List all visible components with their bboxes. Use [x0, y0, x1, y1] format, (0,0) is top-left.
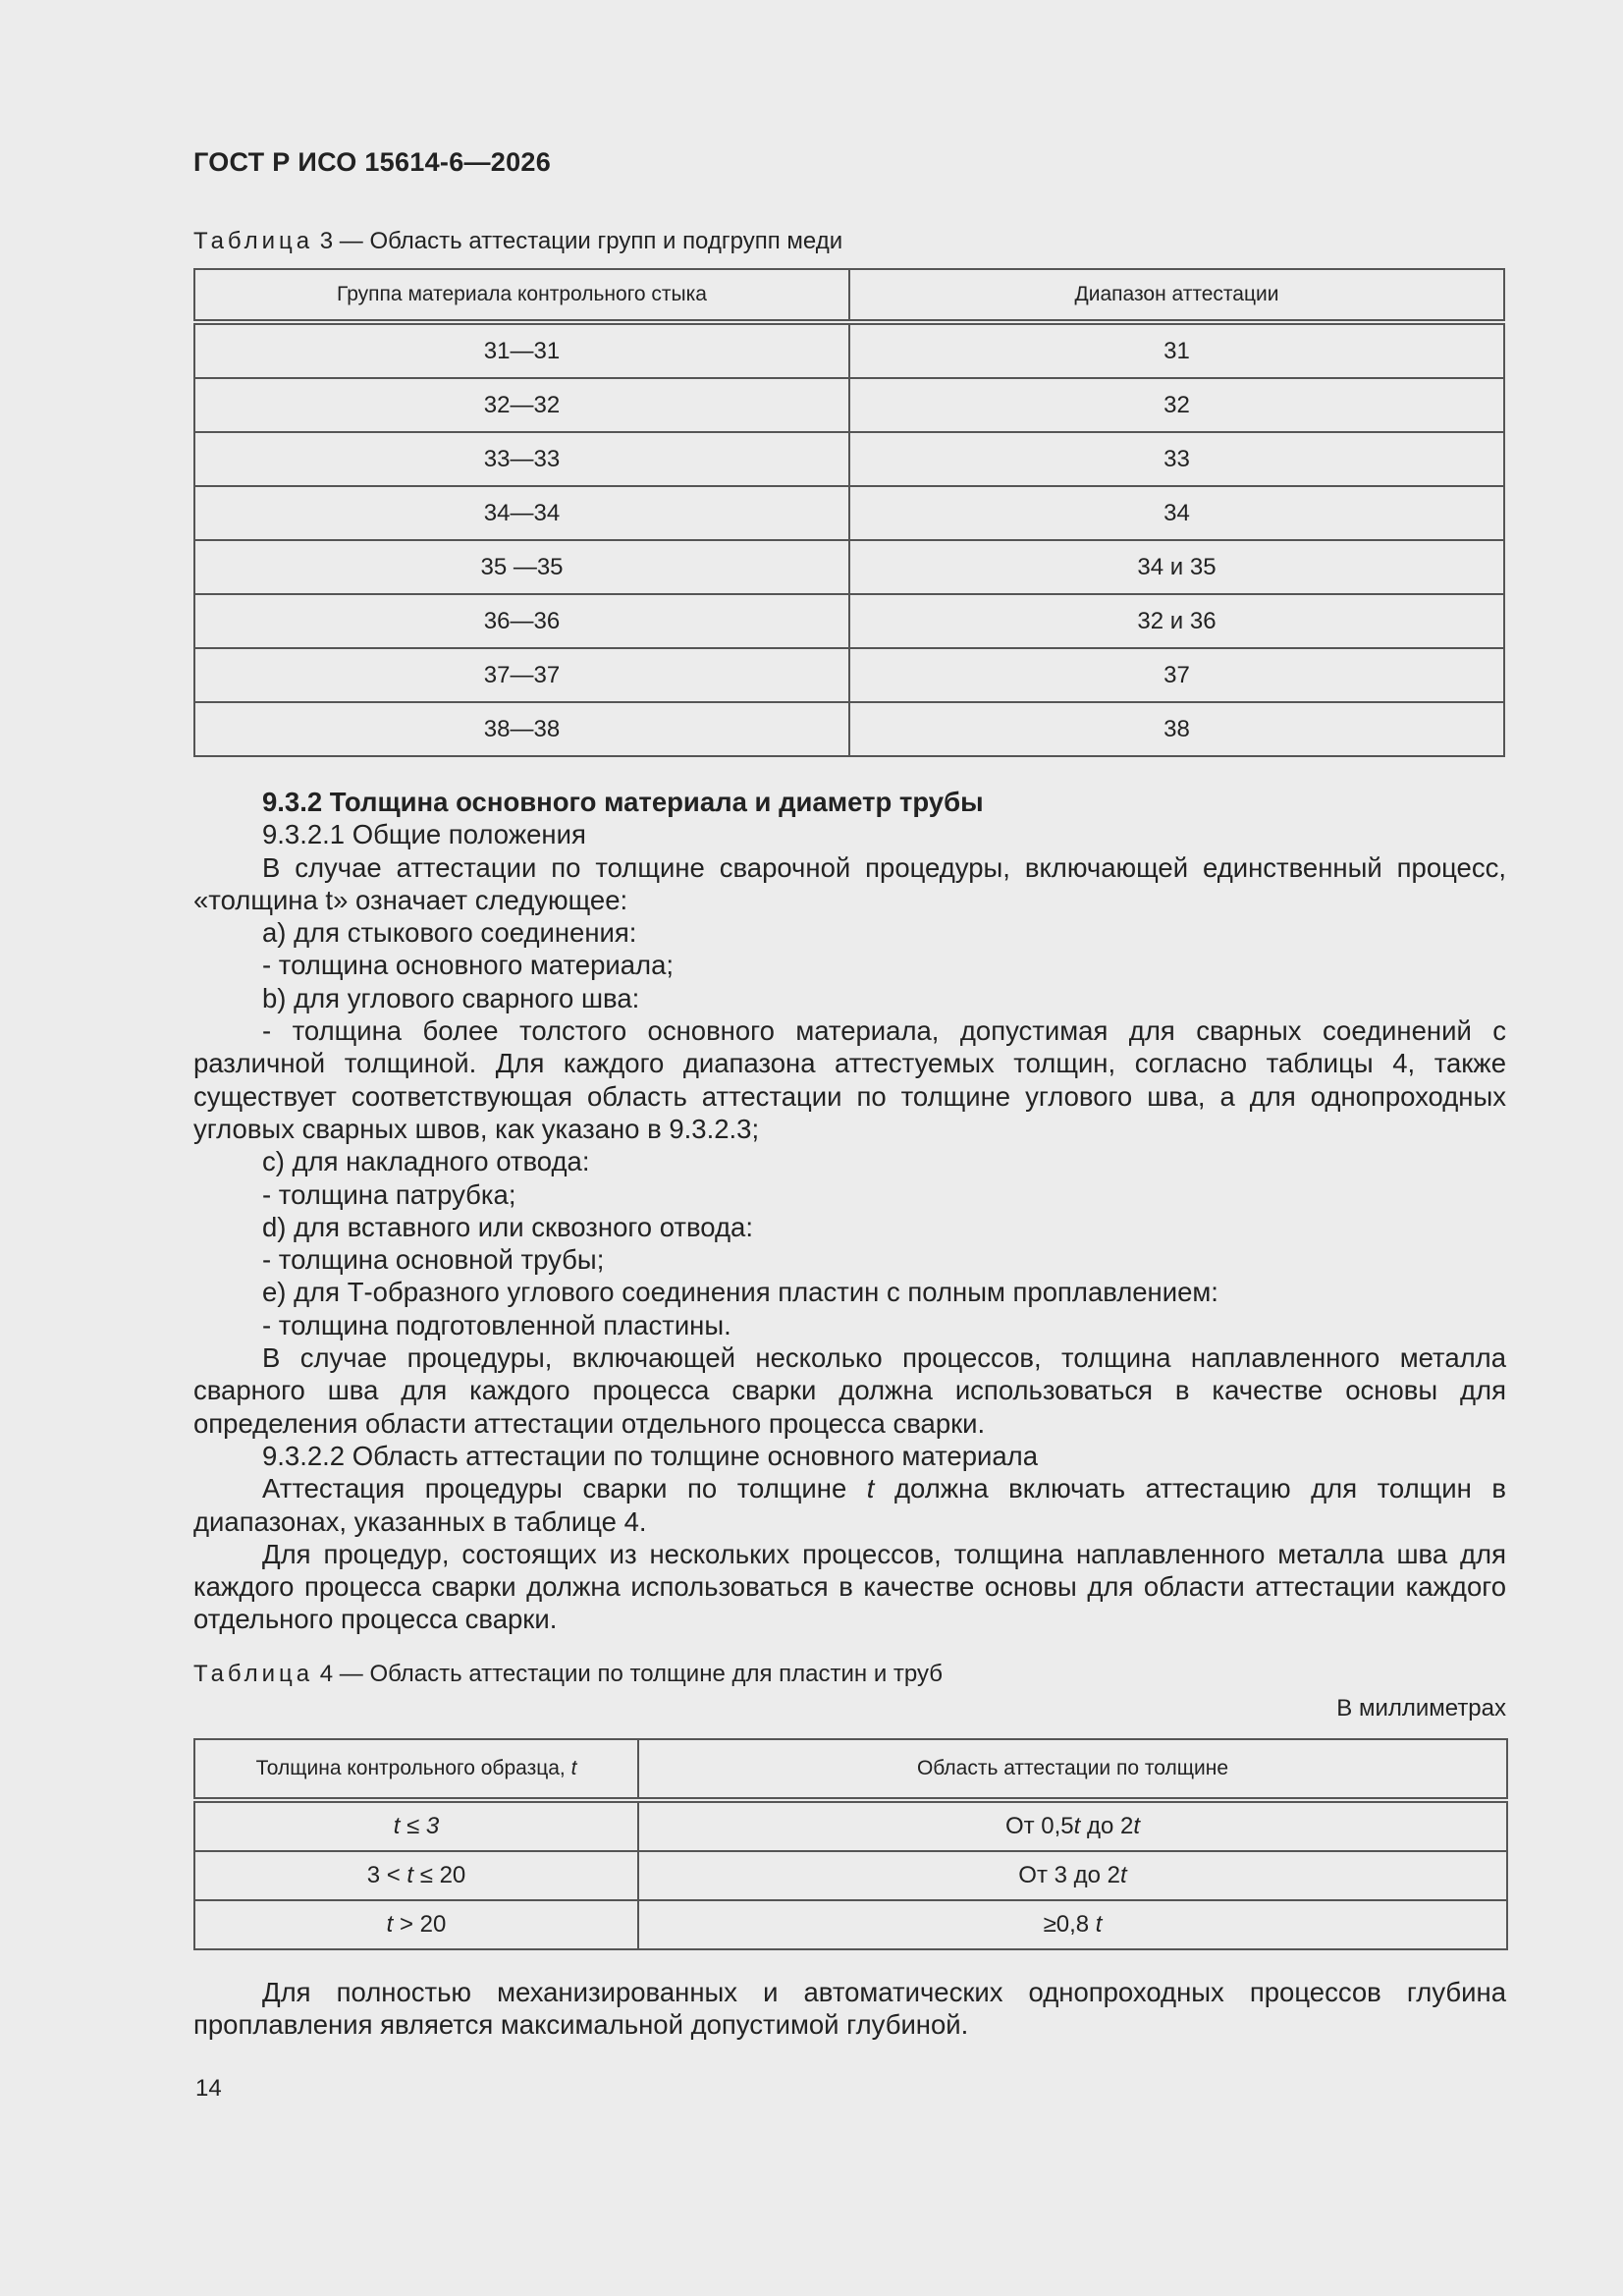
table-cell: 38 [849, 702, 1504, 756]
text-run: Аттестация процедуры сварки по толщине [262, 1473, 867, 1504]
list-item: d) для вставного или сквозного отвода: [262, 1211, 753, 1242]
table-row [194, 540, 1504, 594]
table4-caption [193, 1661, 943, 1688]
table3-header-range: Диапазон аттестации [849, 269, 1504, 322]
table-cell [194, 1851, 638, 1900]
table-cell: 32 и 36 [849, 594, 1504, 648]
table-cell [194, 1800, 638, 1851]
section-body [193, 786, 1506, 1636]
variable-t: t [1073, 1813, 1081, 1839]
table-cell: 32—32 [194, 378, 849, 432]
table-row [194, 594, 1504, 648]
table-cell: 32 [849, 378, 1504, 432]
paragraph: Для процедур, состоящих из нескольких процессов, толщина наплавленного металла шва для каждого процесса сварки должна использоваться в качестве основы для области аттестации каждого отдельного процесса сварки. [193, 1538, 1506, 1635]
list-item: b) для углового сварного шва: [262, 982, 640, 1013]
paragraph: В случае аттестации по толщине сварочной процедуры, включающей единственный процесс, «толщина t» означает следующее: [193, 851, 1506, 915]
variable-t: t [1133, 1813, 1141, 1839]
paragraph: В случае процедуры, включающей несколько процессов, толщина наплавленного металла сварного шва для каждого процесса сварки должна использоваться в качестве основы для определения области аттестации отдельного процесса сварки. [193, 1342, 1506, 1439]
table-cell: 35 —35 [194, 540, 849, 594]
text-run: ≤ 20 [413, 1862, 466, 1888]
text-run: до 2 [1080, 1813, 1134, 1839]
table-cell: 31—31 [194, 322, 849, 378]
variable-t: t [406, 1862, 414, 1888]
table-cell: 36—36 [194, 594, 849, 648]
list-item: e) для Т-образного углового соединения пластин с полным проплавлением: [262, 1277, 1218, 1308]
final-paragraph: Для полностью механизированных и автоматических однопроходных процессов глубина проплавления является максимальной допустимой глубиной. [193, 1977, 1506, 2041]
variable-t: t [866, 1473, 875, 1504]
list-item: - толщина подготовленной пластины. [262, 1309, 731, 1340]
table-row [194, 486, 1504, 540]
text-run: > 20 [393, 1911, 447, 1938]
table4 [193, 1738, 1508, 1950]
table-row [194, 432, 1504, 486]
table-cell: 34 и 35 [849, 540, 1504, 594]
text-run: Толщина контрольного образца, [255, 1757, 571, 1779]
table-row [194, 648, 1504, 702]
table4-header-range: Область аттестации по толщине [638, 1739, 1507, 1800]
section-heading: 9.3.2 Толщина основного материала и диаметр трубы [262, 787, 984, 817]
table3-caption [193, 228, 842, 255]
subsection-heading: 9.3.2.2 Область аттестации по толщине основного материала [262, 1440, 1039, 1471]
table-cell [638, 1851, 1507, 1900]
table-cell [194, 1900, 638, 1949]
table-cell: 38—38 [194, 702, 849, 756]
table-cell [638, 1800, 1507, 1851]
table-cell: 33—33 [194, 432, 849, 486]
standard-header: ГОСТ Р ИСО 15614-6—2026 [193, 147, 552, 177]
list-item: - толщина основной трубы; [262, 1244, 605, 1276]
subsection-heading: 9.3.2.1 Общие положения [262, 819, 586, 850]
text-run: должна включать аттестацию для толщин в диапазонах, указанных в таблице 4. [193, 1473, 1506, 1537]
list-item: - толщина основного материала; [262, 950, 675, 981]
table-row [194, 1800, 1507, 1851]
text-run: От 3 до 2 [1018, 1862, 1121, 1888]
units-note: В миллиметрах [1336, 1695, 1506, 1722]
paragraph [193, 1472, 1506, 1538]
text-run: ≥0,8 [1043, 1911, 1096, 1938]
table-row [194, 1851, 1507, 1900]
list-item: - толщина патрубка; [262, 1178, 516, 1210]
table4-caption-text: 4 — Область аттестации по толщине для пластин и труб [319, 1661, 943, 1687]
table3-header-material-group: Группа материала контрольного стыка [194, 269, 849, 322]
table4-header-thickness [194, 1739, 638, 1800]
table-row [194, 1900, 1507, 1949]
text-run: 3 < [366, 1862, 407, 1888]
page-number: 14 [195, 2075, 222, 2102]
table-row [194, 322, 1504, 378]
table-cell: 33 [849, 432, 1504, 486]
table-cell: 31 [849, 322, 1504, 378]
list-item: c) для накладного отвода: [262, 1146, 590, 1177]
list-item: - толщина более толстого основного материала, допустимая для сварных соединений с различной толщиной. Для каждого диапазона аттестуемых толщин, согласно таблицы 4, также существует соответствующая область аттестации по толщине углового шва, а для однопроходных угловых сварных швов, как указано в 9.3.2.3; [193, 1015, 1506, 1144]
table-cell: 37 [849, 648, 1504, 702]
variable-t: t [1095, 1911, 1103, 1938]
table4-caption-label: Таблица [193, 1661, 314, 1687]
table3-caption-label: Таблица [193, 228, 314, 254]
table-row [194, 702, 1504, 756]
table-cell [638, 1900, 1507, 1949]
variable-t: t [570, 1757, 577, 1779]
table-row [194, 378, 1504, 432]
table-cell: 37—37 [194, 648, 849, 702]
variable-t: t [386, 1911, 394, 1938]
table-cell: 34 [849, 486, 1504, 540]
text-run: От 0,5 [1004, 1813, 1074, 1839]
table3-caption-text: 3 — Область аттестации групп и подгрупп меди [319, 228, 843, 254]
list-item: a) для стыкового соединения: [262, 917, 637, 949]
table-cell: 34—34 [194, 486, 849, 540]
variable-t: t [1120, 1862, 1127, 1888]
table3 [193, 268, 1505, 757]
text-run: t ≤ 3 [393, 1813, 440, 1839]
